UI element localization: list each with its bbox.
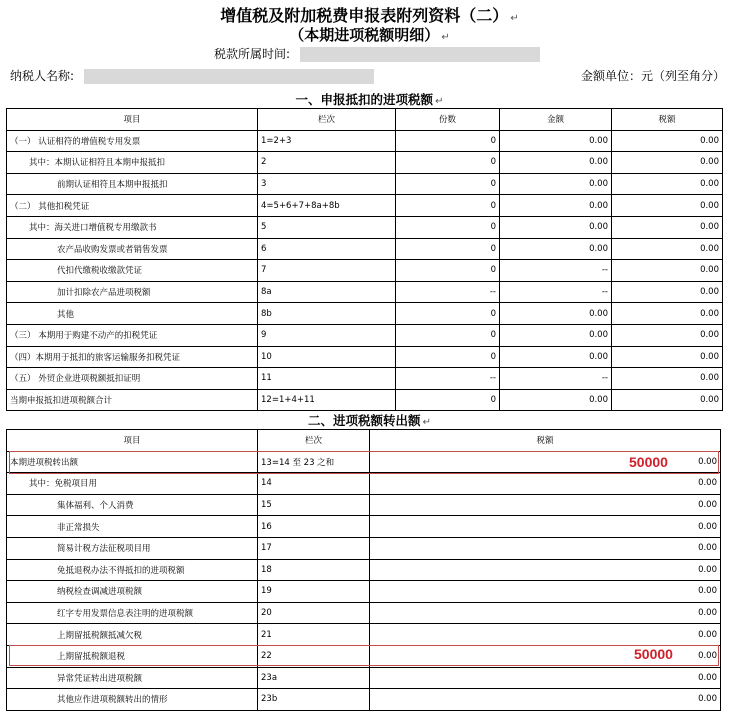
row-item: 上期留抵税额退税 — [7, 645, 258, 667]
row-amount: -- — [500, 368, 612, 390]
row-count: -- — [396, 281, 500, 303]
row-count: 0 — [396, 346, 500, 368]
row-line: 23b — [258, 689, 370, 711]
row-amount: 0.00 — [500, 152, 612, 174]
row-item: 农产品收购发票或者销售发票 — [7, 238, 258, 260]
row-line: 5 — [258, 216, 396, 238]
section2-title: 二、进项税额转出额 ↵ — [308, 413, 431, 428]
row-tax: 0.00 — [612, 195, 723, 217]
row-tax: 0.00 — [370, 602, 721, 624]
row-item: （五） 外贸企业进项税额抵扣证明 — [7, 368, 258, 390]
table-row — [7, 346, 723, 368]
row-item: 其他 — [7, 303, 258, 325]
row-tax: 0.00 — [370, 667, 721, 689]
row-count: 0 — [396, 260, 500, 282]
taxpayer-name — [10, 67, 374, 84]
row-line: 17 — [258, 537, 370, 559]
row-count: 0 — [396, 216, 500, 238]
row-item: 其他应作进项税额转出的情形 — [7, 689, 258, 711]
row-item: （二） 其他扣税凭证 — [7, 195, 258, 217]
amount-unit: 金额单位：元（列至角分） — [580, 69, 725, 83]
row-item: 其中：本期认证相符且本期申报抵扣 — [7, 152, 258, 174]
row-item: （一） 认证相符的增值税专用发票 — [7, 130, 258, 152]
row-item: 其中：免税项目用 — [7, 473, 258, 495]
row-tax: 0.00 — [370, 537, 721, 559]
row-item: 集体福利、个人消费 — [7, 494, 258, 516]
table-row — [7, 645, 721, 667]
row-tax: 0.00 — [370, 645, 721, 667]
row-item: 其中：海关进口增值税专用缴款书 — [7, 216, 258, 238]
row-tax: 0.00 — [612, 238, 723, 260]
row-count: 0 — [396, 303, 500, 325]
row-tax: 0.00 — [370, 473, 721, 495]
row-item: 代扣代缴税收缴款凭证 — [7, 260, 258, 282]
row-line: 21 — [258, 624, 370, 646]
annotation-note-row13: 50000 — [629, 454, 668, 470]
row-line: 7 — [258, 260, 396, 282]
row-line: 12=1+4+11 — [258, 389, 396, 411]
table-row — [7, 389, 723, 411]
row-tax: 0.00 — [370, 516, 721, 538]
row-item: 本期进项税转出额 — [7, 451, 258, 473]
col-header-line: 栏次 — [258, 430, 370, 452]
annotation-note-row22: 50000 — [634, 646, 673, 662]
redacted-period — [300, 47, 540, 62]
row-count: 0 — [396, 238, 500, 260]
row-amount: 0.00 — [500, 216, 612, 238]
row-tax: 0.00 — [612, 303, 723, 325]
row-item: 非正常损失 — [7, 516, 258, 538]
row-tax: 0.00 — [370, 559, 721, 581]
table-row — [7, 581, 721, 603]
row-line: 14 — [258, 473, 370, 495]
row-tax: 0.00 — [612, 173, 723, 195]
row-line: 22 — [258, 645, 370, 667]
tax-period-label: 税款所属时间: — [214, 47, 291, 61]
section1-header-row — [7, 109, 723, 131]
row-tax: 0.00 — [612, 130, 723, 152]
col-header-tax: 税额 — [370, 430, 721, 452]
row-tax: 0.00 — [612, 216, 723, 238]
row-amount: 0.00 — [500, 324, 612, 346]
row-tax: 0.00 — [370, 451, 721, 473]
row-line: 13=14 至 23 之和 — [258, 451, 370, 473]
table-row — [7, 368, 723, 390]
form-title: 增值税及附加税费申报表附列资料（二） ↵ — [220, 6, 519, 25]
row-count: 0 — [396, 152, 500, 174]
table-row — [7, 324, 723, 346]
table-row — [7, 602, 721, 624]
col-header-line: 栏次 — [258, 109, 396, 131]
redacted-taxpayer — [84, 69, 374, 84]
row-item: 简易计税方法征税项目用 — [7, 537, 258, 559]
row-item: 加计扣除农产品进项税额 — [7, 281, 258, 303]
row-item: 纳税检查调减进项税额 — [7, 581, 258, 603]
row-line: 8a — [258, 281, 396, 303]
row-item: 红字专用发票信息表注明的进项税额 — [7, 602, 258, 624]
row-item: 当期申报抵扣进项税额合计 — [7, 389, 258, 411]
row-amount: 0.00 — [500, 346, 612, 368]
row-tax: 0.00 — [612, 368, 723, 390]
row-amount: 0.00 — [500, 195, 612, 217]
row-amount: 0.00 — [500, 130, 612, 152]
row-line: 1=2+3 — [258, 130, 396, 152]
form-subtitle: （本期进项税额明细） ↵ — [289, 26, 450, 44]
col-header-item: 项目 — [7, 430, 258, 452]
row-line: 9 — [258, 324, 396, 346]
col-header-amount: 金额 — [500, 109, 612, 131]
row-tax: 0.00 — [612, 281, 723, 303]
row-item: 上期留抵税额抵减欠税 — [7, 624, 258, 646]
row-line: 11 — [258, 368, 396, 390]
row-item: 前期认证相符且本期申报抵扣 — [7, 173, 258, 195]
table-row — [7, 559, 721, 581]
row-line: 2 — [258, 152, 396, 174]
row-tax: 0.00 — [370, 624, 721, 646]
row-tax: 0.00 — [370, 689, 721, 711]
row-amount: -- — [500, 260, 612, 282]
row-count: 0 — [396, 324, 500, 346]
table-row — [7, 195, 723, 217]
table-row — [7, 624, 721, 646]
table-row — [7, 260, 723, 282]
row-line: 15 — [258, 494, 370, 516]
table-row — [7, 216, 723, 238]
row-tax: 0.00 — [370, 581, 721, 603]
row-line: 6 — [258, 238, 396, 260]
row-tax: 0.00 — [612, 346, 723, 368]
table-row — [7, 303, 723, 325]
row-amount: 0.00 — [500, 389, 612, 411]
row-item: 免抵退税办法不得抵扣的进项税额 — [7, 559, 258, 581]
table-row — [7, 130, 723, 152]
table-row — [7, 689, 721, 711]
row-line: 10 — [258, 346, 396, 368]
row-line: 20 — [258, 602, 370, 624]
col-header-tax: 税额 — [612, 109, 723, 131]
row-tax: 0.00 — [612, 389, 723, 411]
table-row — [7, 451, 721, 473]
row-amount: 0.00 — [500, 238, 612, 260]
table-row — [7, 238, 723, 260]
row-tax: 0.00 — [370, 494, 721, 516]
row-item: （三） 本期用于购建不动产的扣税凭证 — [7, 324, 258, 346]
taxpayer-name-label: 纳税人名称: — [10, 69, 75, 83]
row-line: 18 — [258, 559, 370, 581]
table-row — [7, 473, 721, 495]
row-line: 23a — [258, 667, 370, 689]
table-row — [7, 173, 723, 195]
row-count: 0 — [396, 173, 500, 195]
row-line: 8b — [258, 303, 396, 325]
row-item: （四）本期用于抵扣的旅客运输服务扣税凭证 — [7, 346, 258, 368]
table-row — [7, 667, 721, 689]
table-row — [7, 494, 721, 516]
row-count: 0 — [396, 389, 500, 411]
table-row — [7, 537, 721, 559]
col-header-count: 份数 — [396, 109, 500, 131]
row-amount: -- — [500, 281, 612, 303]
table-row — [7, 152, 723, 174]
col-header-item: 项目 — [7, 109, 258, 131]
row-line: 16 — [258, 516, 370, 538]
table-row — [7, 516, 721, 538]
row-line: 4=5+6+7+8a+8b — [258, 195, 396, 217]
row-line: 19 — [258, 581, 370, 603]
row-tax: 0.00 — [612, 260, 723, 282]
row-count: -- — [396, 368, 500, 390]
tax-period — [214, 45, 540, 62]
row-tax: 0.00 — [612, 324, 723, 346]
section2-table — [6, 429, 721, 711]
row-amount: 0.00 — [500, 303, 612, 325]
section1-title: 一、申报抵扣的进项税额 ↵ — [295, 92, 444, 107]
section1-table — [6, 108, 723, 411]
row-count: 0 — [396, 195, 500, 217]
row-line: 3 — [258, 173, 396, 195]
row-item: 异常凭证转出进项税额 — [7, 667, 258, 689]
row-tax: 0.00 — [612, 152, 723, 174]
table-row — [7, 281, 723, 303]
row-amount: 0.00 — [500, 173, 612, 195]
section2-header-row — [7, 430, 721, 452]
row-count: 0 — [396, 130, 500, 152]
